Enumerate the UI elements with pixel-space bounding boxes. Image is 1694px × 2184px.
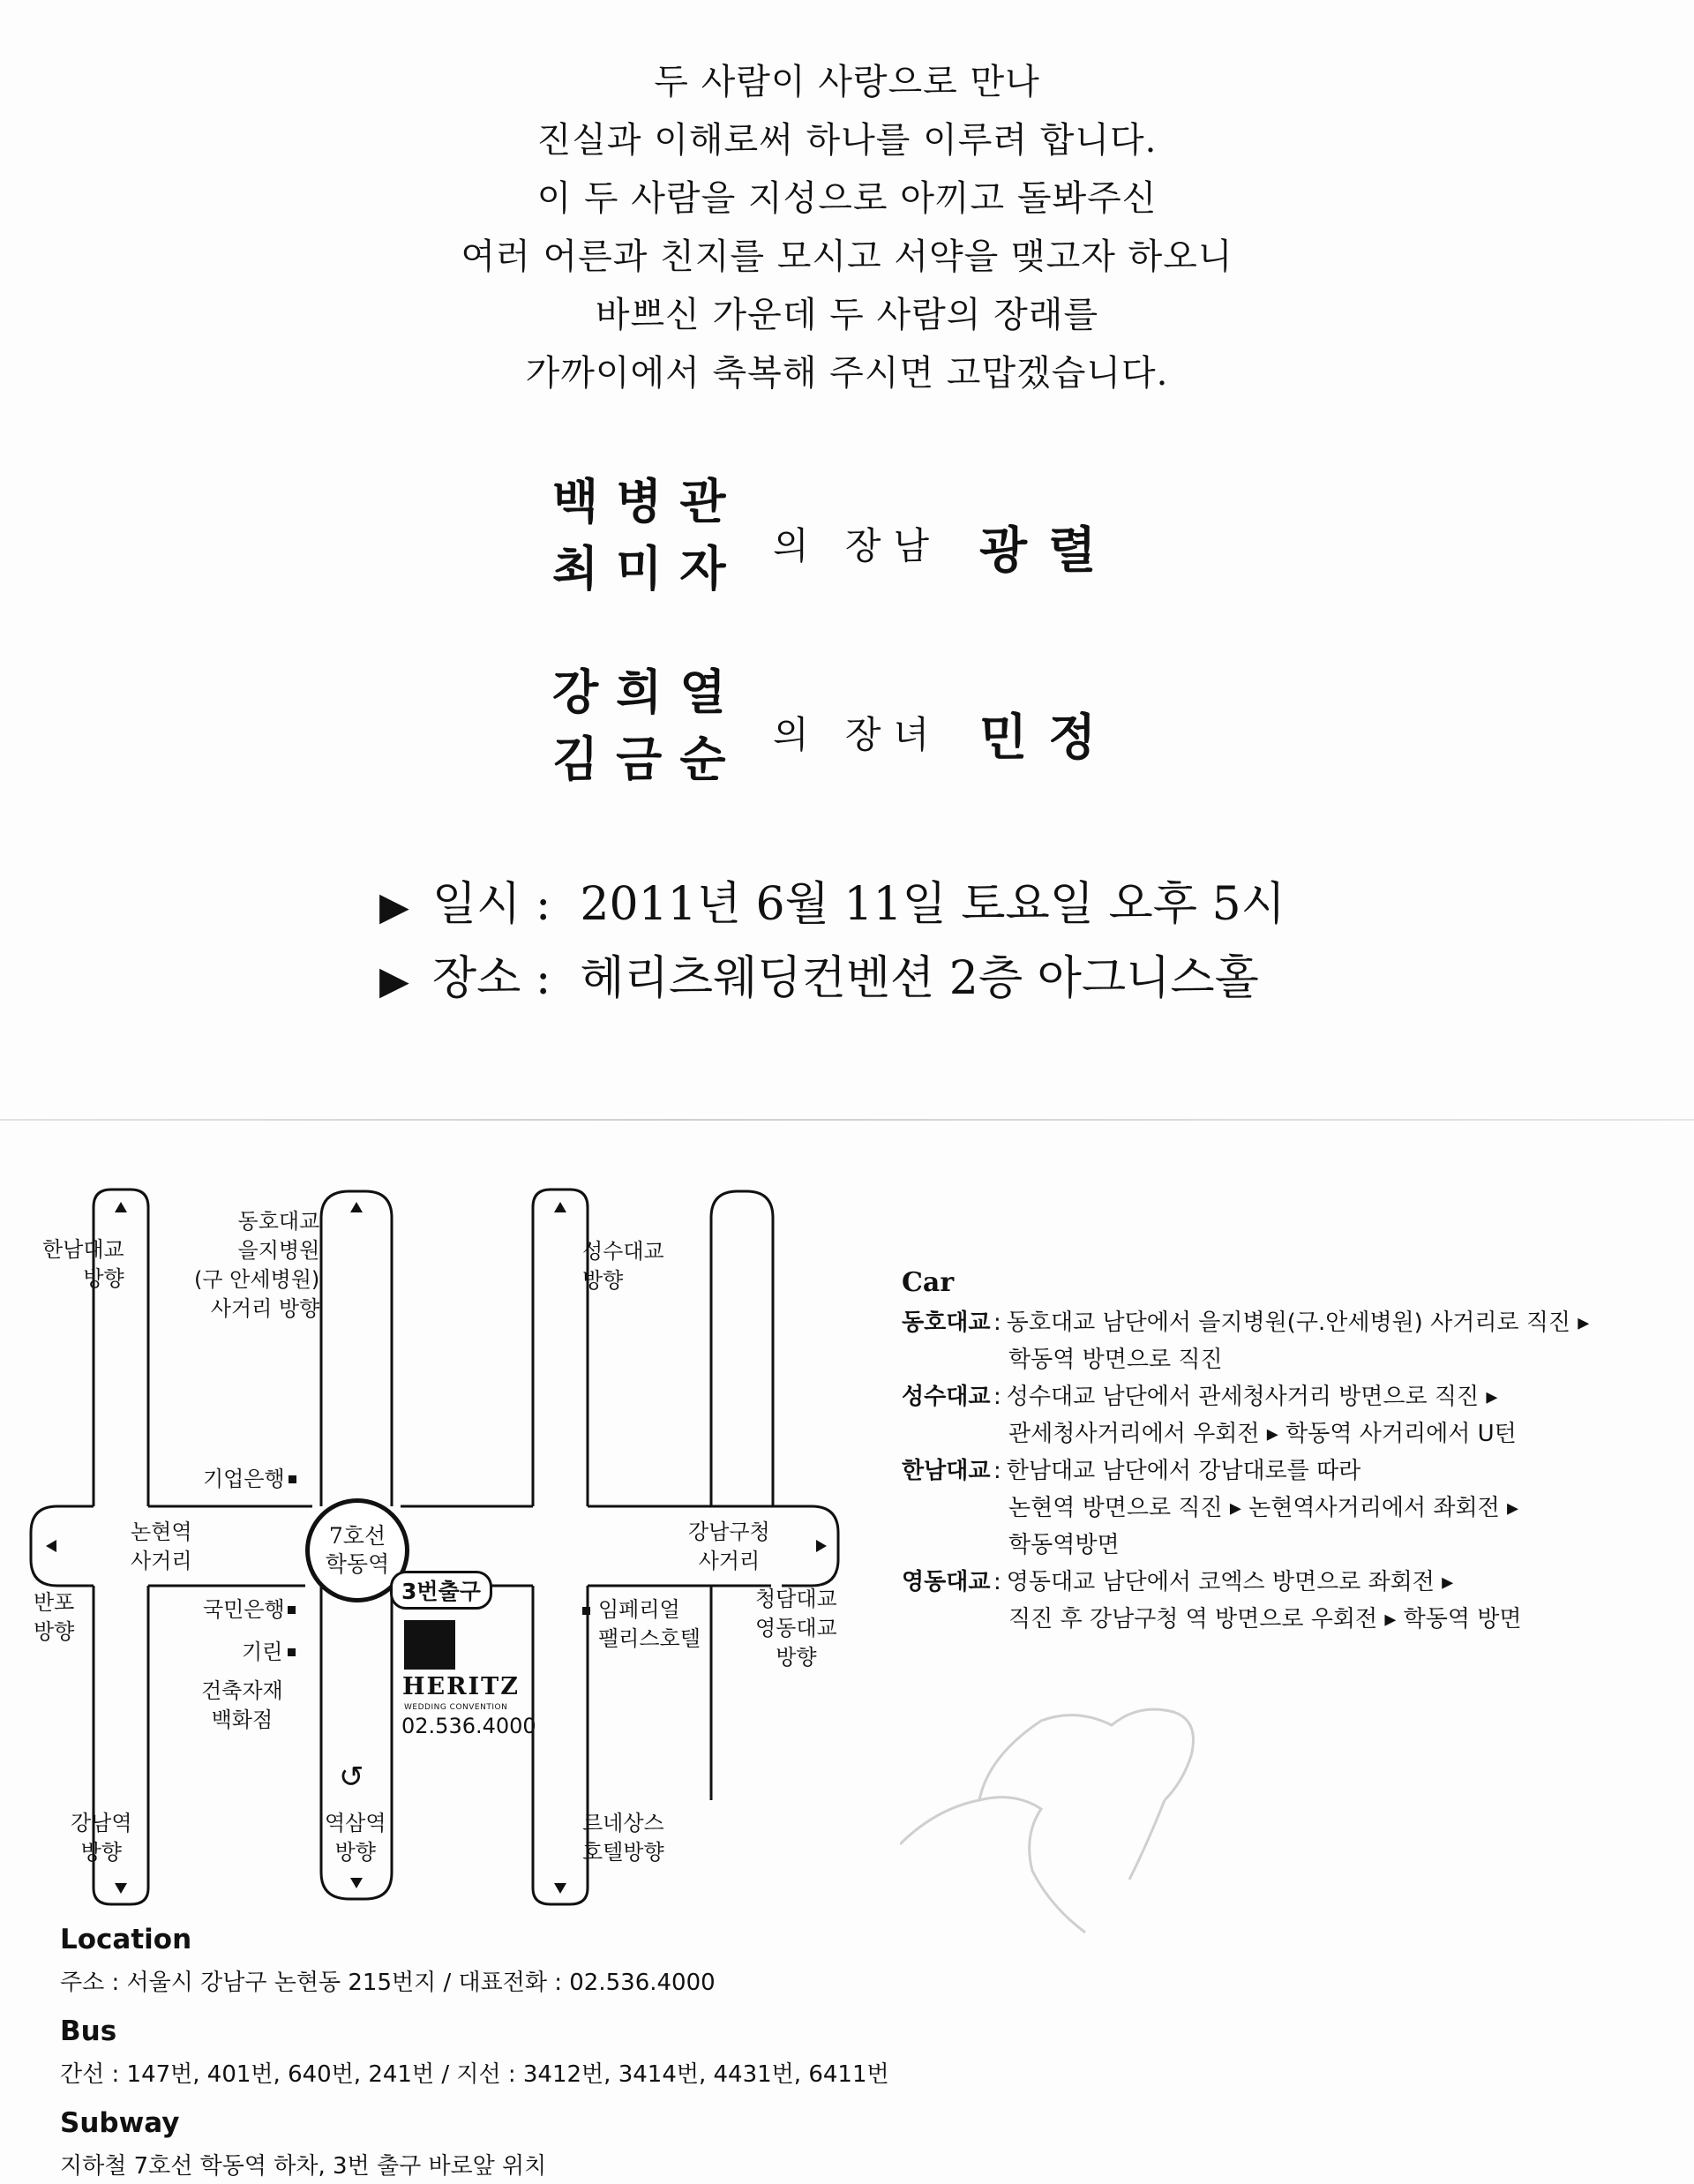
bus-text: 간선 : 147번, 401번, 640번, 241번 / 지선 : 3412번, 3414번, 4431번, 6411번 bbox=[60, 2061, 889, 2088]
route-line: 한남대교 남단에서 강남대로를 따라 bbox=[1006, 1458, 1361, 1484]
label-mall: 건축자재 백화점 bbox=[201, 1678, 283, 1732]
arrow-up-icon bbox=[554, 1202, 566, 1212]
u-turn-icon: ↺ bbox=[339, 1760, 364, 1795]
landmark-dot bbox=[289, 1475, 296, 1483]
route-line: 관세청사거리에서 우회전 ▸ 학동역 사거리에서 U턴 bbox=[1008, 1421, 1517, 1447]
bride-father: 강희열 bbox=[552, 664, 744, 720]
bride-relation: 의 장녀 bbox=[773, 713, 942, 756]
heritz-logo-subtitle: WEDDING CONVENTION bbox=[404, 1703, 508, 1712]
label-banpo: 반포 방향 bbox=[34, 1590, 75, 1644]
label-renaissance: 르네상스 호텔방향 bbox=[582, 1811, 664, 1865]
arrow-up-icon bbox=[115, 1202, 127, 1212]
date-value: 2011년 6월 11일 토요일 오후 5시 bbox=[580, 878, 1285, 931]
route-line: 동호대교 남단에서 을지병원(구.안세병원) 사거리로 직진 ▸ bbox=[1006, 1310, 1590, 1336]
event-place bbox=[379, 941, 1259, 1007]
location-map bbox=[0, 1182, 882, 1906]
subway-text: 지하철 7호선 학동역 하차, 3번 출구 바로앞 위치 bbox=[60, 2153, 547, 2180]
label-cheongdam: 청담대교 영동대교 방향 bbox=[755, 1587, 837, 1670]
label-seongsu: 성수대교 방향 bbox=[582, 1239, 664, 1293]
route-key: 한남대교 bbox=[902, 1458, 991, 1484]
route-line: 직진 후 강남구청 역 방면으로 우회전 ▸ 학동역 방면 bbox=[1008, 1606, 1522, 1632]
invitation-line: 가까이에서 축복해 주시면 고맙겠습니다. bbox=[525, 353, 1169, 394]
route-line: 영동대교 남단에서 코엑스 방면으로 좌회전 ▸ bbox=[1006, 1569, 1454, 1595]
label-hannam: 한남대교 방향 bbox=[42, 1237, 124, 1291]
exit-3-badge: 3번출구 bbox=[390, 1571, 492, 1610]
fold-line bbox=[0, 1119, 1694, 1121]
arrow-down-icon bbox=[350, 1878, 363, 1888]
route-key: 영동대교 bbox=[902, 1569, 991, 1595]
arrow-down-icon bbox=[115, 1883, 127, 1894]
location-text: 주소 : 서울시 강남구 논현동 215번지 / 대표전화 : 02.536.4000 bbox=[60, 1970, 716, 1996]
landmark-dot bbox=[582, 1607, 590, 1615]
label-gangnam-station: 강남역 방향 bbox=[71, 1811, 132, 1865]
label-nonhyeon: 논현역 사거리 bbox=[131, 1520, 192, 1573]
invitation-line: 두 사람이 사랑으로 만나 bbox=[654, 62, 1040, 102]
landmark-dot bbox=[288, 1648, 296, 1656]
groom-parents bbox=[552, 468, 744, 602]
route-line: 학동역방면 bbox=[1008, 1532, 1120, 1558]
location-title: Location bbox=[60, 1924, 192, 1955]
arrow-right-icon bbox=[816, 1540, 827, 1552]
date-label: 일시 : bbox=[431, 878, 551, 931]
label-ibk: 기업은행 bbox=[203, 1467, 285, 1491]
event-date bbox=[379, 867, 1285, 933]
invitation-line: 여러 어른과 친지를 모시고 서약을 맺고자 하오니 bbox=[461, 236, 1233, 277]
arrow-left-icon bbox=[46, 1540, 56, 1552]
arrow-up-icon bbox=[350, 1202, 363, 1212]
groom-father: 백병관 bbox=[552, 473, 744, 529]
heritz-logo-text: HERITZ bbox=[402, 1673, 520, 1700]
label-kookmin: 국민은행 bbox=[203, 1597, 285, 1622]
bride-name: 민정 bbox=[979, 709, 1118, 767]
station-name: 학동역 bbox=[325, 1551, 390, 1577]
bride-mother: 김금순 bbox=[552, 731, 744, 787]
subway-title: Subway bbox=[60, 2107, 180, 2139]
route-line: 논현역 방면으로 직진 ▸ 논현역사거리에서 좌회전 ▸ bbox=[1008, 1495, 1519, 1521]
route-key: 동호대교 bbox=[902, 1310, 991, 1336]
label-yeoksam: 역삼역 방향 bbox=[325, 1811, 386, 1865]
route-line: 성수대교 남단에서 관세청사거리 방면으로 직진 ▸ bbox=[1006, 1384, 1498, 1410]
route-line: 학동역 방면으로 직진 bbox=[1008, 1347, 1223, 1373]
place-label: 장소 : bbox=[431, 952, 551, 1005]
arrow-down-icon bbox=[554, 1883, 566, 1894]
invitation-line: 진실과 이해로써 하나를 이루려 합니다. bbox=[536, 120, 1158, 161]
label-gangnamgu: 강남구청 사거리 bbox=[688, 1520, 770, 1573]
landmark-dot bbox=[288, 1606, 296, 1614]
triangle-right-icon: ▶ bbox=[379, 958, 409, 1003]
place-value: 헤리츠웨딩컨벤션 2층 아그니스홀 bbox=[580, 952, 1259, 1005]
car-route-yeongdong: 영동대교 : 영동대교 남단에서 코엑스 방면으로 좌회전 ▸ 직진 후 강남구청 역 방면으로 우회전 ▸ 학동역 방면 bbox=[902, 1564, 1522, 1638]
car-route-hannam: 한남대교 : 한남대교 남단에서 강남대로를 따라 논현역 방면으로 직진 ▸ 논현역사거리에서 좌회전 ▸ 학동역방면 bbox=[902, 1452, 1518, 1564]
groom-relation: 의 장남 bbox=[773, 524, 942, 567]
route-key: 성수대교 bbox=[902, 1384, 991, 1410]
label-imperial: 임페리얼 팰리스호텔 bbox=[598, 1597, 701, 1651]
triangle-right-icon: ▶ bbox=[379, 884, 409, 929]
groom-name: 광렬 bbox=[979, 522, 1118, 580]
invitation-line: 이 두 사람을 지성으로 아끼고 돌봐주신 bbox=[536, 178, 1158, 219]
car-route-seongsu: 성수대교 : 성수대교 남단에서 관세청사거리 방면으로 직진 ▸ 관세청사거리에서 우회전 ▸ 학동역 사거리에서 U턴 bbox=[902, 1378, 1517, 1452]
invitation-line: 바쁘신 가운데 두 사람의 장래를 bbox=[595, 295, 1099, 335]
bus-title: Bus bbox=[60, 2015, 117, 2047]
car-route-dongho: 동호대교 : 동호대교 남단에서 을지병원(구.안세병원) 사거리로 직진 ▸ 학동역 방면으로 직진 bbox=[902, 1304, 1589, 1378]
heritz-logo-mark bbox=[404, 1620, 455, 1670]
station-line: 7호선 bbox=[328, 1523, 386, 1549]
label-dongho: 동호대교 을지병원 (구 안세병원) 사거리 방향 bbox=[194, 1209, 320, 1321]
car-title: Car bbox=[902, 1267, 955, 1298]
heritz-phone: 02.536.4000 bbox=[401, 1714, 536, 1738]
embossed-flower-icon bbox=[900, 1703, 1235, 1968]
label-kirin: 기린 bbox=[242, 1640, 283, 1664]
bride-parents bbox=[552, 658, 744, 792]
groom-mother: 최미자 bbox=[552, 540, 744, 597]
invitation-message bbox=[0, 53, 1694, 402]
